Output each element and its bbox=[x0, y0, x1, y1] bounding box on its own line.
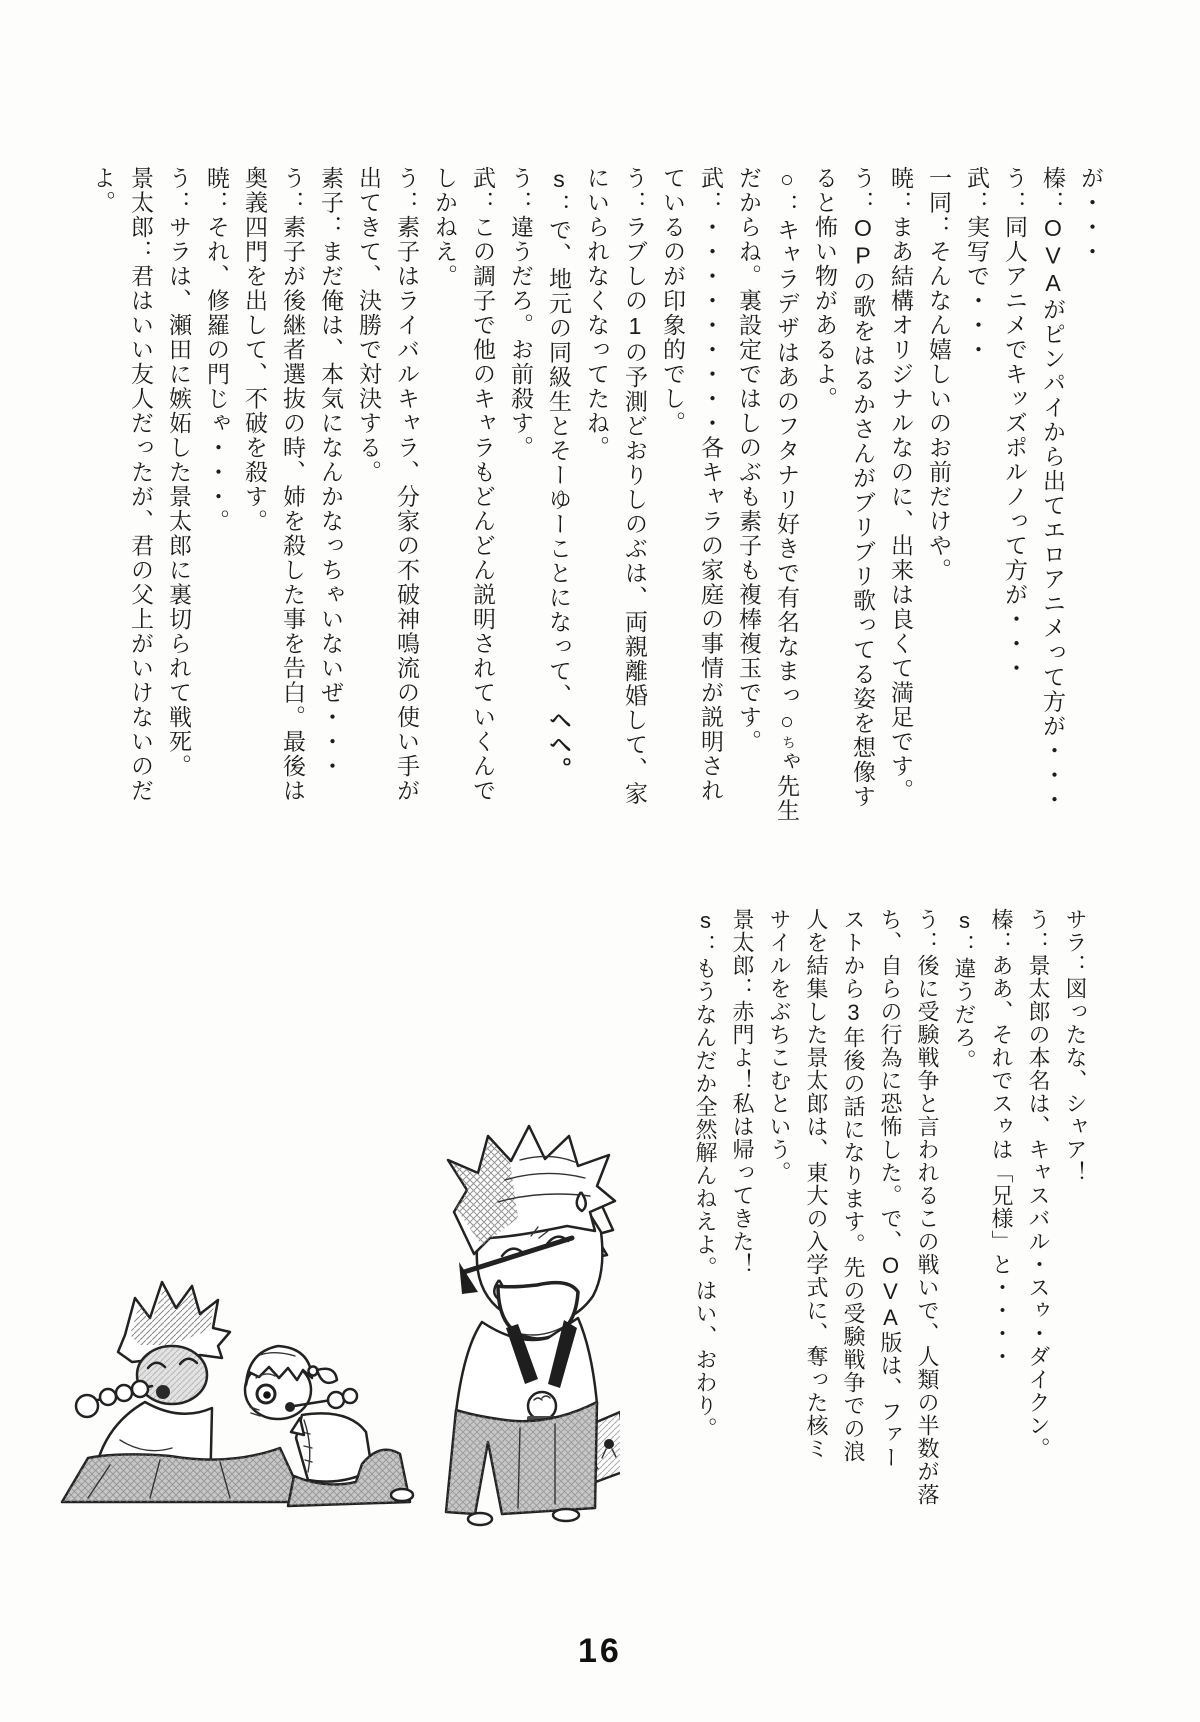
dialogue-line: 武：この調子で他のキャラもどんどん説明されていくんで bbox=[470, 166, 496, 803]
dialogue-line: ると怖い物があるよ。 bbox=[812, 166, 838, 411]
dialogue-line: 榛：OVAがピンパイから出てエロアニメって方が・・・ bbox=[1040, 166, 1066, 812]
dialogue-line: よ。 bbox=[90, 166, 116, 215]
gloss-text: ち bbox=[780, 735, 795, 750]
dialogue-line: う：違うだろ。お前殺す。 bbox=[508, 166, 534, 460]
dialogue-line: 景太郎：君はいい友人だったが、君の父上がいけないのだ bbox=[128, 166, 154, 803]
dialogue-line: 暁：まあ結構オリジナルなのに、出来は良くて満足です。 bbox=[888, 166, 914, 803]
dialogue-line: にいられなくなってたね。 bbox=[584, 166, 610, 460]
dialogue-block-bottom bbox=[687, 908, 1094, 1558]
dialogue-line: 武：実写で・・・ bbox=[964, 166, 990, 362]
dialogue-line: が・・・ bbox=[1078, 166, 1104, 264]
dialogue-line bbox=[768, 166, 806, 866]
dialogue-line: s：違うだろ。 bbox=[952, 908, 977, 1072]
dialogue-line: 景太郎：赤門よ！私は帰ってきた！ bbox=[730, 908, 755, 1276]
line-text: ○：キャラデザはあのフタナリ好きで有名なまっ○ bbox=[774, 166, 800, 736]
illustration-chibi-characters bbox=[50, 1040, 620, 1540]
dialogue-line: う：ラブしの1の予測どおりしのぶは、両親離婚して、家 bbox=[622, 166, 648, 806]
dialogue-line: う：後に受験戦争と言われるこの戦いで、人類の半数が落 bbox=[915, 908, 940, 1506]
dialogue-line: s：もうなんだか全然解んねえよ。はい、おわり。 bbox=[693, 908, 718, 1440]
dialogue-line: う：同人アニメでキッズポルノって方が・・・ bbox=[1002, 166, 1028, 681]
dialogue-line: 素子：まだ俺は、本気になんかなっちゃいないぜ・・・ bbox=[318, 166, 344, 779]
dialogue-line: う：景太郎の本名は、キャスバル・スゥ・ダイクン。 bbox=[1026, 908, 1051, 1460]
dialogue-block-top bbox=[84, 166, 1110, 866]
line-text: ゃ先生 bbox=[774, 749, 800, 823]
dialogue-line: 出てきて、決勝で対決する。 bbox=[356, 166, 382, 485]
page-number: 16 bbox=[578, 1632, 622, 1670]
dialogue-line: だからね。裏設定ではしのぶも素子も複棒複玉です。 bbox=[736, 166, 762, 754]
dialogue-line: う：サラは、瀬田に嫉妬した景太郎に裏切られて戦死。 bbox=[166, 166, 192, 779]
dialogue-line: 暁：それ、修羅の門じゃ・・・。 bbox=[204, 166, 230, 534]
dialogue-line: 榛：ああ、それでスゥは「兄様」と・・・・ bbox=[989, 908, 1014, 1368]
emphasis-text: ヘヘ。 bbox=[546, 708, 572, 782]
dialogue-line bbox=[540, 166, 578, 866]
dialogue-line: 人を結集した景太郎は、東大の入学式に、奪った核ミ bbox=[804, 908, 829, 1460]
dialogue-line: う：OPの歌をはるかさんがブリブリ歌ってる姿を想像す bbox=[850, 166, 876, 809]
dialogue-line: う：素子が後継者選抜の時、姉を殺した事を告白。最後は bbox=[280, 166, 306, 803]
dialogue-line: ているのが印象的でし。 bbox=[660, 166, 686, 436]
dialogue-line: 武：・・・・・・・・・各キャラの家庭の事情が説明され bbox=[698, 166, 724, 803]
dialogue-line: ち、自らの行為に恐怖した。で、OVA版は、ファー bbox=[878, 908, 903, 1469]
figure-laughing-boy bbox=[446, 1126, 620, 1525]
dialogue-line: 一同：そんなん嬉しいのお前だけや。 bbox=[926, 166, 952, 583]
chibi-characters-drawing bbox=[50, 1040, 620, 1540]
dialogue-line: 奥義四門を出して、不破を殺す。 bbox=[242, 166, 268, 534]
dialogue-line: う：素子はライバルキャラ、分家の不破神鳴流の使い手が bbox=[394, 166, 420, 803]
dialogue-line: ストから3年後の話になります。先の受験戦争での浪 bbox=[841, 908, 866, 1463]
dialogue-line: サラ：図ったな、シャア！ bbox=[1063, 908, 1088, 1184]
line-text: s：で、地元の同級生とそーゆーことになって、 bbox=[546, 166, 572, 708]
dialogue-line: しかねえ。 bbox=[432, 166, 458, 289]
dialogue-line: サイルをぶちこむという。 bbox=[767, 908, 792, 1184]
